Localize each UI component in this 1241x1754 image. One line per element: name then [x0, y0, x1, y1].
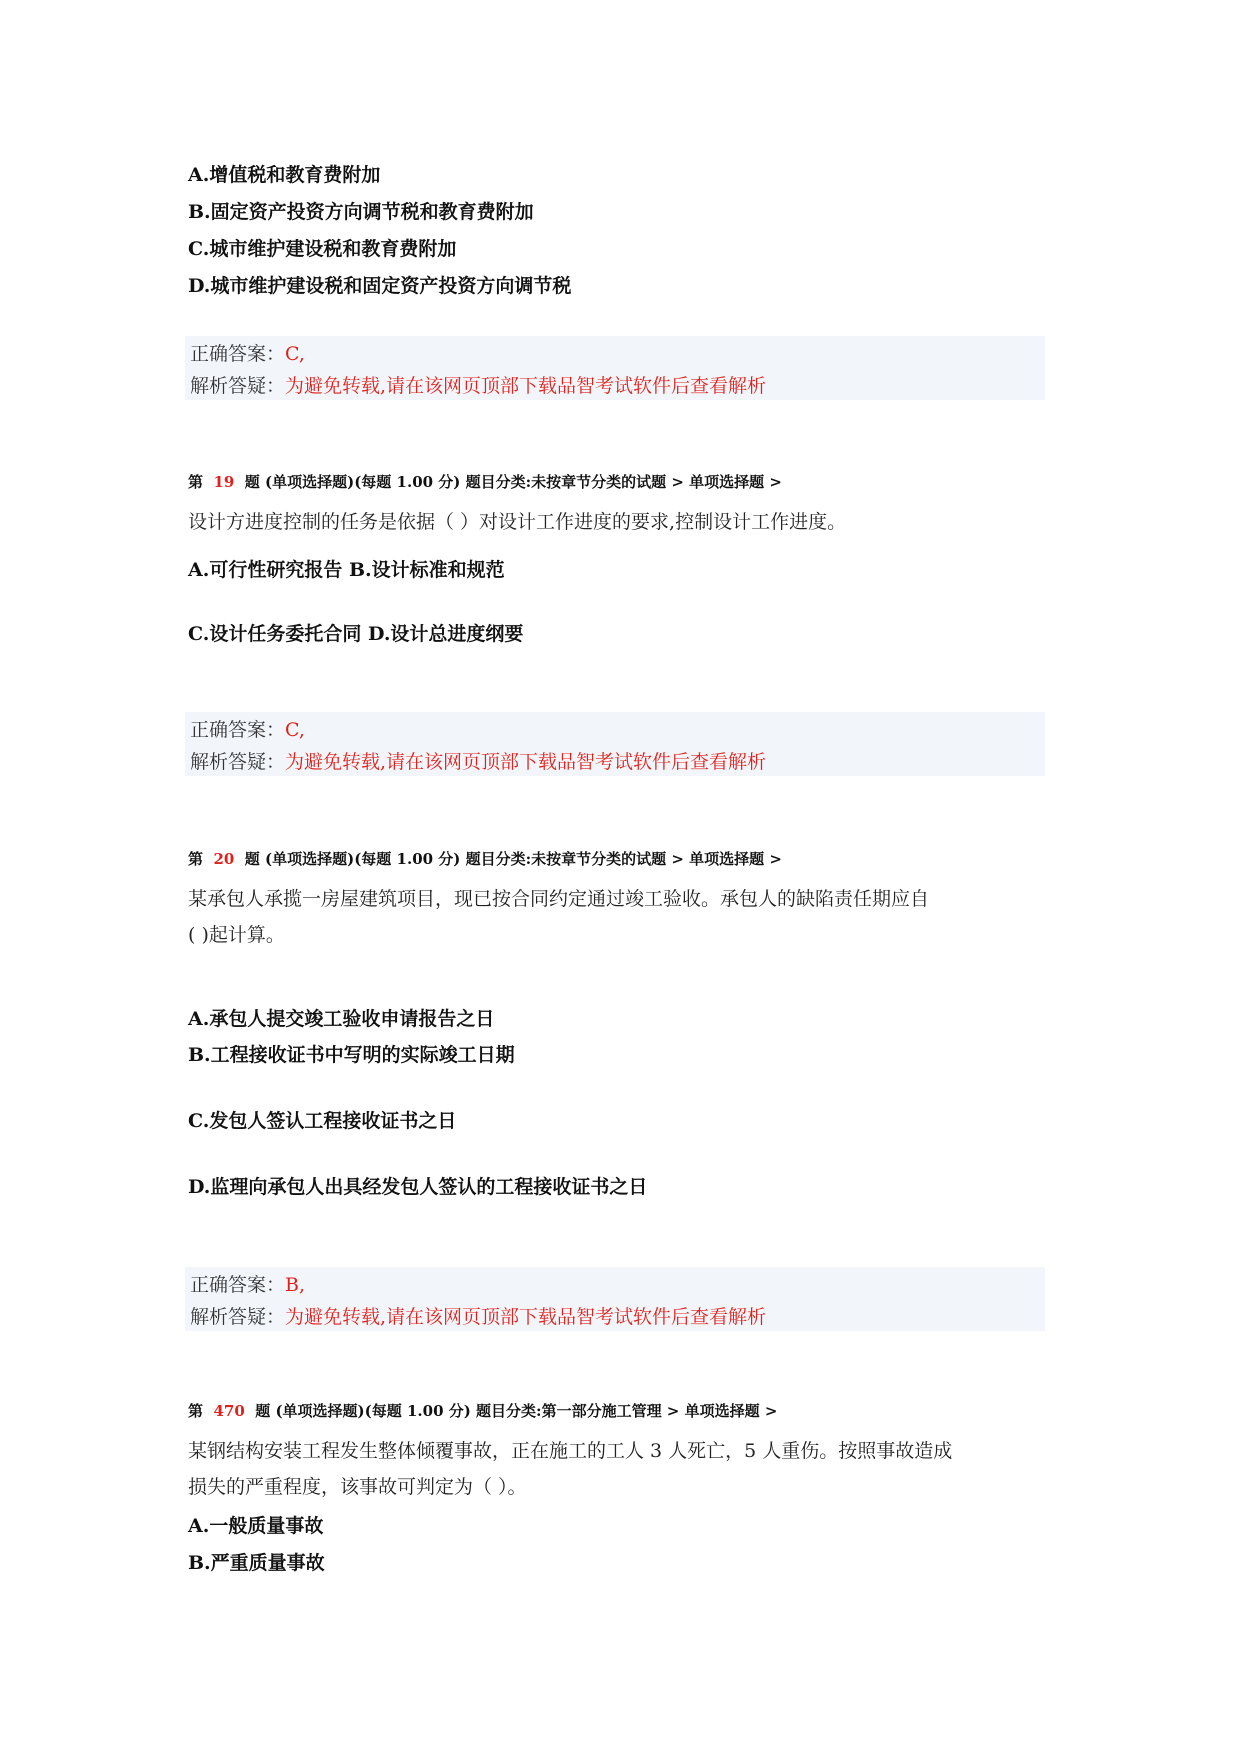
- answer-label: 正确答案：: [190, 719, 286, 741]
- explain-value: 为避免转载,请在该网页顶部下载品智考试软件后查看解析: [285, 1306, 767, 1328]
- question-text-line-1: 某承包人承揽一房屋建筑项目，现已按合同约定通过竣工验收。承包人的缺陷责任期应自: [188, 888, 930, 910]
- header-meta: 题 (单项选择题)(每题 1.00 分) 题目分类:未按章节分类的试题 > 单项选择题 >: [244, 850, 782, 868]
- answer-label: 正确答案：: [190, 343, 286, 365]
- question-text: 设计方进度控制的任务是依据（ ）对设计工作进度的要求,控制设计工作进度。: [188, 511, 847, 533]
- option-a: A.承包人提交竣工验收申请报告之日: [188, 1008, 495, 1030]
- option-c: C.发包人签认工程接收证书之日: [188, 1110, 457, 1132]
- option-a: A.增值税和教育费附加: [188, 164, 381, 186]
- header-prefix: 第: [188, 1402, 204, 1420]
- option-c: C.城市维护建设税和教育费附加: [188, 238, 457, 260]
- explain-line: [190, 747, 766, 774]
- explain-line: [190, 371, 766, 398]
- question-text-line-2: ( )起计算。: [188, 924, 285, 946]
- option-d: D.城市维护建设税和固定资产投资方向调节税: [188, 275, 572, 297]
- option-b: B.严重质量事故: [188, 1552, 325, 1574]
- question-header: [188, 848, 782, 869]
- option-row-2: C.设计任务委托合同 D.设计总进度纲要: [188, 623, 524, 645]
- header-meta: 题 (单项选择题)(每题 1.00 分) 题目分类:第一部分施工管理 > 单项选择题 >: [255, 1402, 778, 1420]
- option-d: D.监理向承包人出具经发包人签认的工程接收证书之日: [188, 1176, 648, 1198]
- answer-line: [190, 339, 305, 366]
- question-header: [188, 1400, 777, 1421]
- explain-value: 为避免转载,请在该网页顶部下载品智考试软件后查看解析: [285, 751, 767, 773]
- option-b: B.固定资产投资方向调节税和教育费附加: [188, 201, 534, 223]
- answer-label: 正确答案：: [190, 1274, 286, 1296]
- answer-value: B,: [285, 1274, 306, 1296]
- question-text-line-1: 某钢结构安装工程发生整体倾覆事故，正在施工的工人 3 人死亡，5 人重伤。按照事故造成: [188, 1440, 953, 1462]
- explain-label: 解析答疑：: [190, 1306, 286, 1328]
- explain-line: [190, 1302, 766, 1329]
- explain-value: 为避免转载,请在该网页顶部下载品智考试软件后查看解析: [285, 375, 767, 397]
- question-number: 19: [213, 473, 235, 491]
- explain-label: 解析答疑：: [190, 751, 286, 773]
- question-header: [188, 471, 782, 492]
- answer-value: C,: [285, 719, 305, 741]
- option-b: B.工程接收证书中写明的实际竣工日期: [188, 1044, 515, 1066]
- header-meta: 题 (单项选择题)(每题 1.00 分) 题目分类:未按章节分类的试题 > 单项选择题 >: [244, 473, 782, 491]
- question-number: 470: [213, 1402, 245, 1420]
- question-number: 20: [213, 850, 235, 868]
- option-a: A.一般质量事故: [188, 1515, 324, 1537]
- answer-value: C,: [285, 343, 305, 365]
- option-row-1: A.可行性研究报告 B.设计标准和规范: [188, 559, 505, 581]
- header-prefix: 第: [188, 850, 204, 868]
- header-prefix: 第: [188, 473, 204, 491]
- answer-line: [190, 1270, 305, 1297]
- answer-line: [190, 715, 305, 742]
- explain-label: 解析答疑：: [190, 375, 286, 397]
- question-text-line-2: 损失的严重程度，该事故可判定为（ ）。: [188, 1476, 527, 1498]
